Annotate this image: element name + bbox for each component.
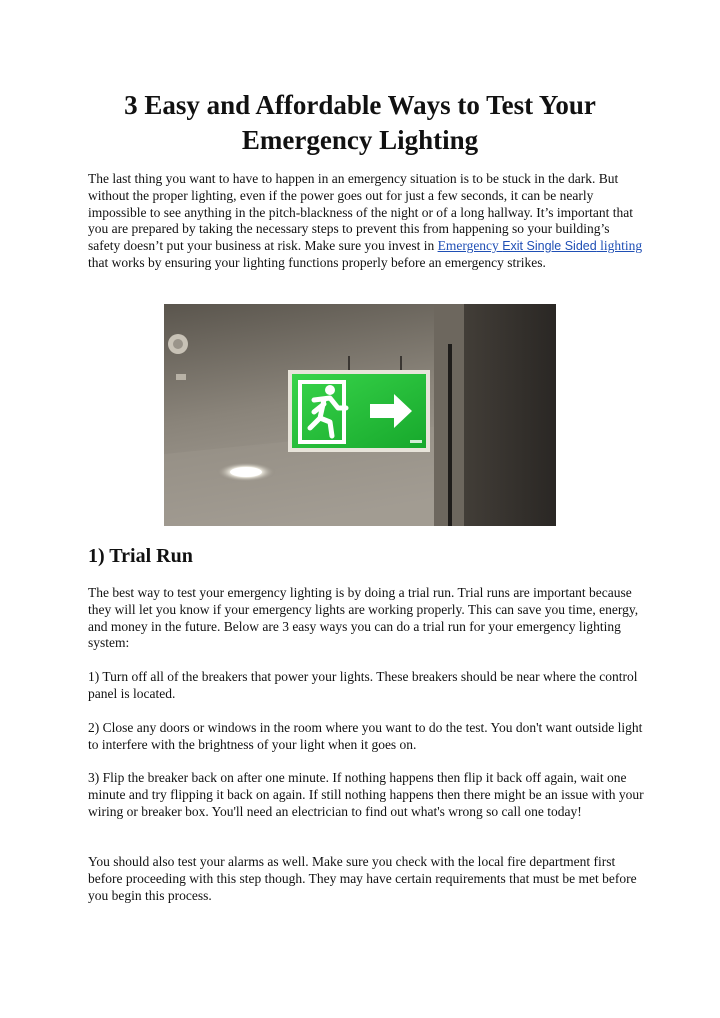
emergency-lighting-link[interactable]: Emergency Exit Single Sided lighting (437, 238, 643, 254)
section-heading-trial-run: 1) Trial Run (88, 545, 193, 567)
intro-text-before-link: The last thing you want to have to happen in an emergency situation is to be stuck in the dark. But without the proper lighting, even if the power goes out for just a few seconds, it can be nearly impossible to see anything in the pitch-blackness of the night or of a long hallway. It’s important that you are prepared by taking the necessary steps to prevent this from happening so your building’s safety doesn’t put your business at risk. Make sure you invest in (88, 171, 634, 254)
intro-text-after-link: that works by ensuring your lighting functions properly before an emergency strikes. (88, 254, 546, 270)
exit-sign-photo (164, 304, 556, 526)
article-title: 3 Easy and Affordable Ways to Test Your Emergency Lighting (124, 90, 596, 155)
alarms-paragraph: You should also test your alarms as well. Make sure you check with the local fire department first before proceeding with this step though. They may have certain requirements that must be met before you begin this process. (88, 854, 637, 903)
step-1-paragraph: 1) Turn off all of the breakers that power your lights. These breakers should be near where the control panel is located. (88, 669, 638, 701)
trial-run-intro-paragraph: The best way to test your emergency lighting is by doing a trial run. Trial runs are important because they will let you know if your emergency lights are working properly. This can save you time, energy, and money in the future. Below are 3 easy ways you can do a trial run for your emergency lighting system: (88, 585, 639, 651)
step-2-paragraph: 2) Close any doors or windows in the room where you want to do the test. You don't want outside light to interfere with the brightness of your light when it goes on. (88, 720, 643, 752)
step-3-paragraph: 3) Flip the breaker back on after one minute. If nothing happens then flip it back off again, wait one minute and try flipping it back on again. If still nothing happens then there might be an issue with your wiring or breaker box. You'll need an electrician to find out what's wrong so call one today! (88, 770, 644, 819)
intro-paragraph (88, 171, 644, 272)
